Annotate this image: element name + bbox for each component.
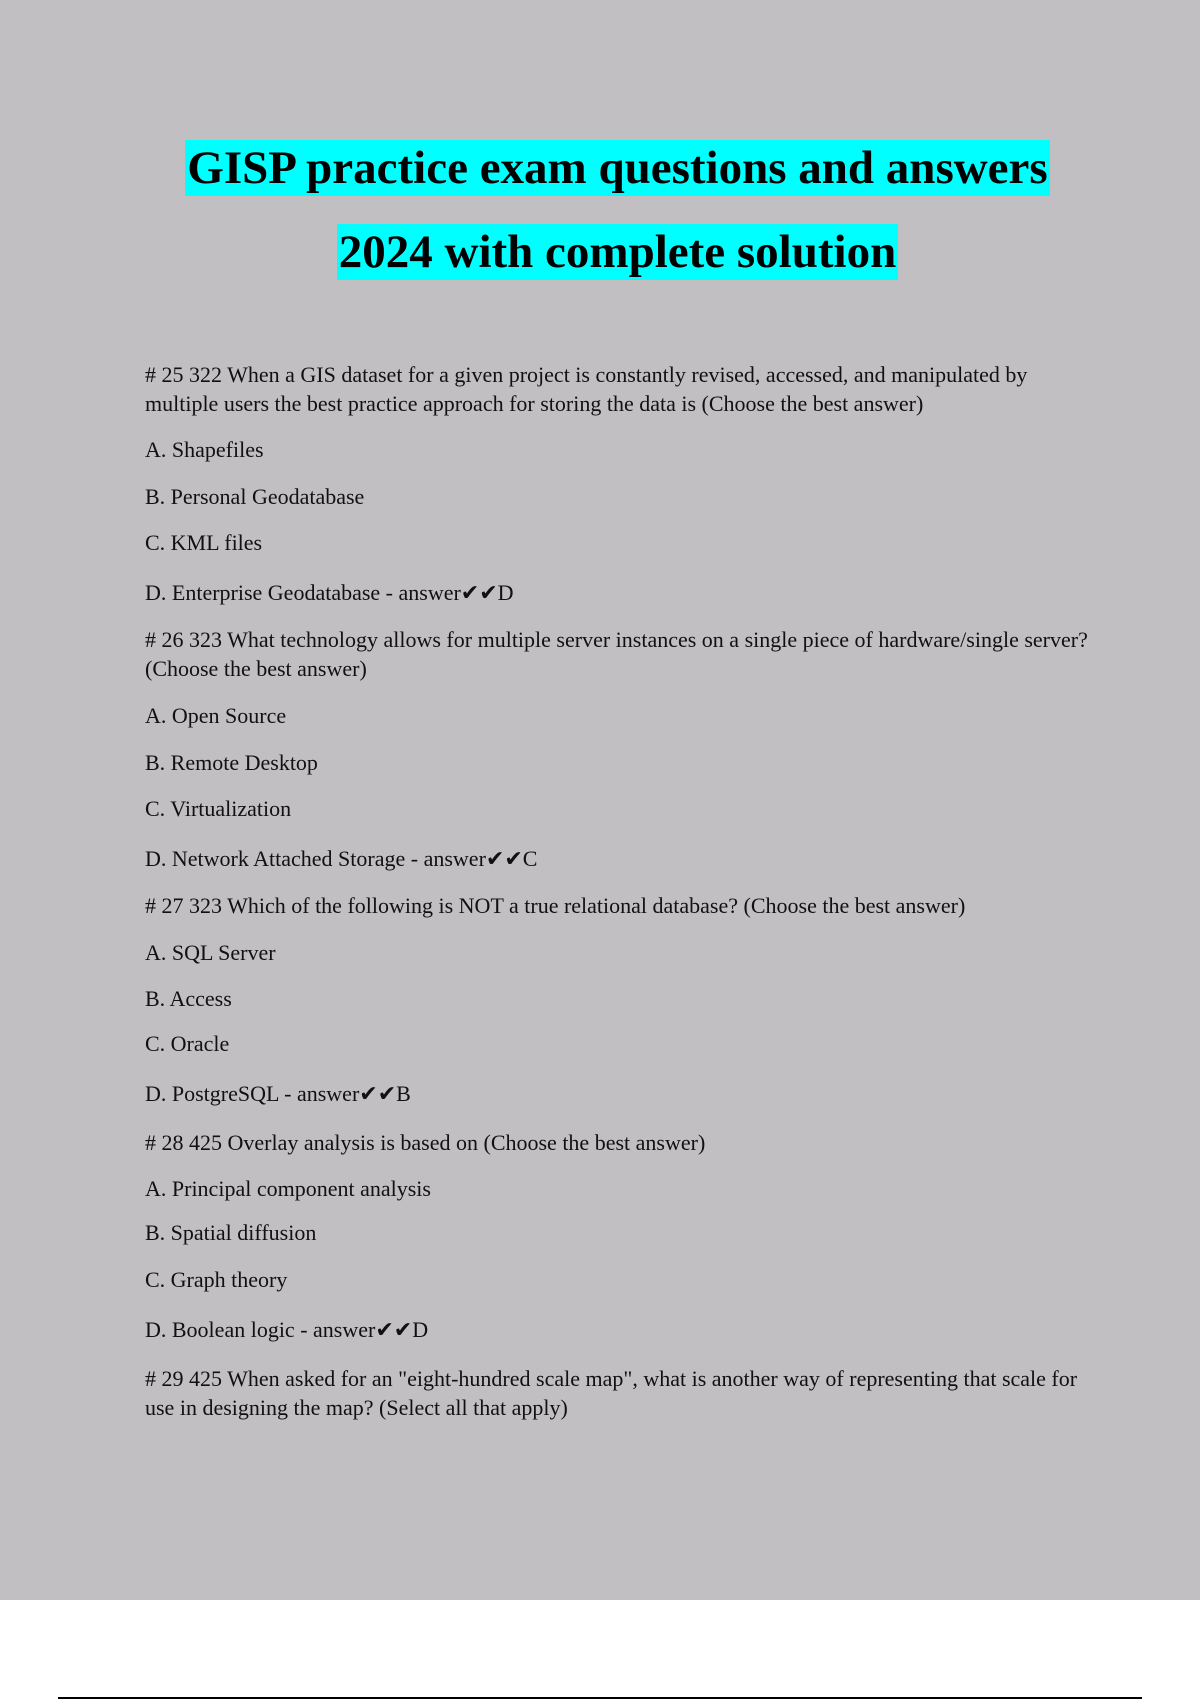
option-26-c: C. Virtualization	[145, 796, 292, 821]
option-28-d-answer: D. Boolean logic - answer✔✔D	[145, 1317, 429, 1342]
title-line-2: 2024 with complete solution	[338, 226, 897, 278]
title-line-1: GISP practice exam questions and answers	[187, 142, 1048, 194]
option-28-a: A. Principal component analysis	[145, 1176, 431, 1201]
question-29: # 29 425 When asked for an "eight-hundred scale map", what is another way of representing that scale for use in designing the map? (Select all that apply)	[145, 1366, 1078, 1420]
question-25: # 25 322 When a GIS dataset for a given project is constantly revised, accessed, and manipulated by multiple users the best practice approach for storing the data is (Choose the best answer)	[145, 362, 1028, 416]
option-25-a: A. Shapefiles	[145, 437, 264, 462]
option-27-b: B. Access	[145, 986, 232, 1011]
option-27-a: A. SQL Server	[145, 940, 276, 965]
option-26-d-answer: D. Network Attached Storage - answer✔✔C	[145, 846, 538, 871]
option-27-c: C. Oracle	[145, 1031, 230, 1056]
option-26-a: A. Open Source	[145, 703, 287, 728]
footer-divider	[58, 1697, 1142, 1699]
question-27: # 27 323 Which of the following is NOT a true relational database? (Choose the best answer)	[145, 893, 966, 918]
option-27-d-answer: D. PostgreSQL - answer✔✔B	[145, 1081, 411, 1106]
option-25-d-answer: D. Enterprise Geodatabase - answer✔✔D	[145, 580, 514, 605]
option-28-b: B. Spatial diffusion	[145, 1220, 317, 1245]
question-26: # 26 323 What technology allows for multiple server instances on a single piece of hardware/single server? (Choose the best answer)	[145, 627, 1088, 681]
option-28-c: C. Graph theory	[145, 1267, 288, 1292]
option-26-b: B. Remote Desktop	[145, 750, 318, 775]
option-25-b: B. Personal Geodatabase	[145, 484, 365, 509]
question-28: # 28 425 Overlay analysis is based on (Choose the best answer)	[145, 1130, 706, 1155]
option-25-c: C. KML files	[145, 530, 263, 555]
